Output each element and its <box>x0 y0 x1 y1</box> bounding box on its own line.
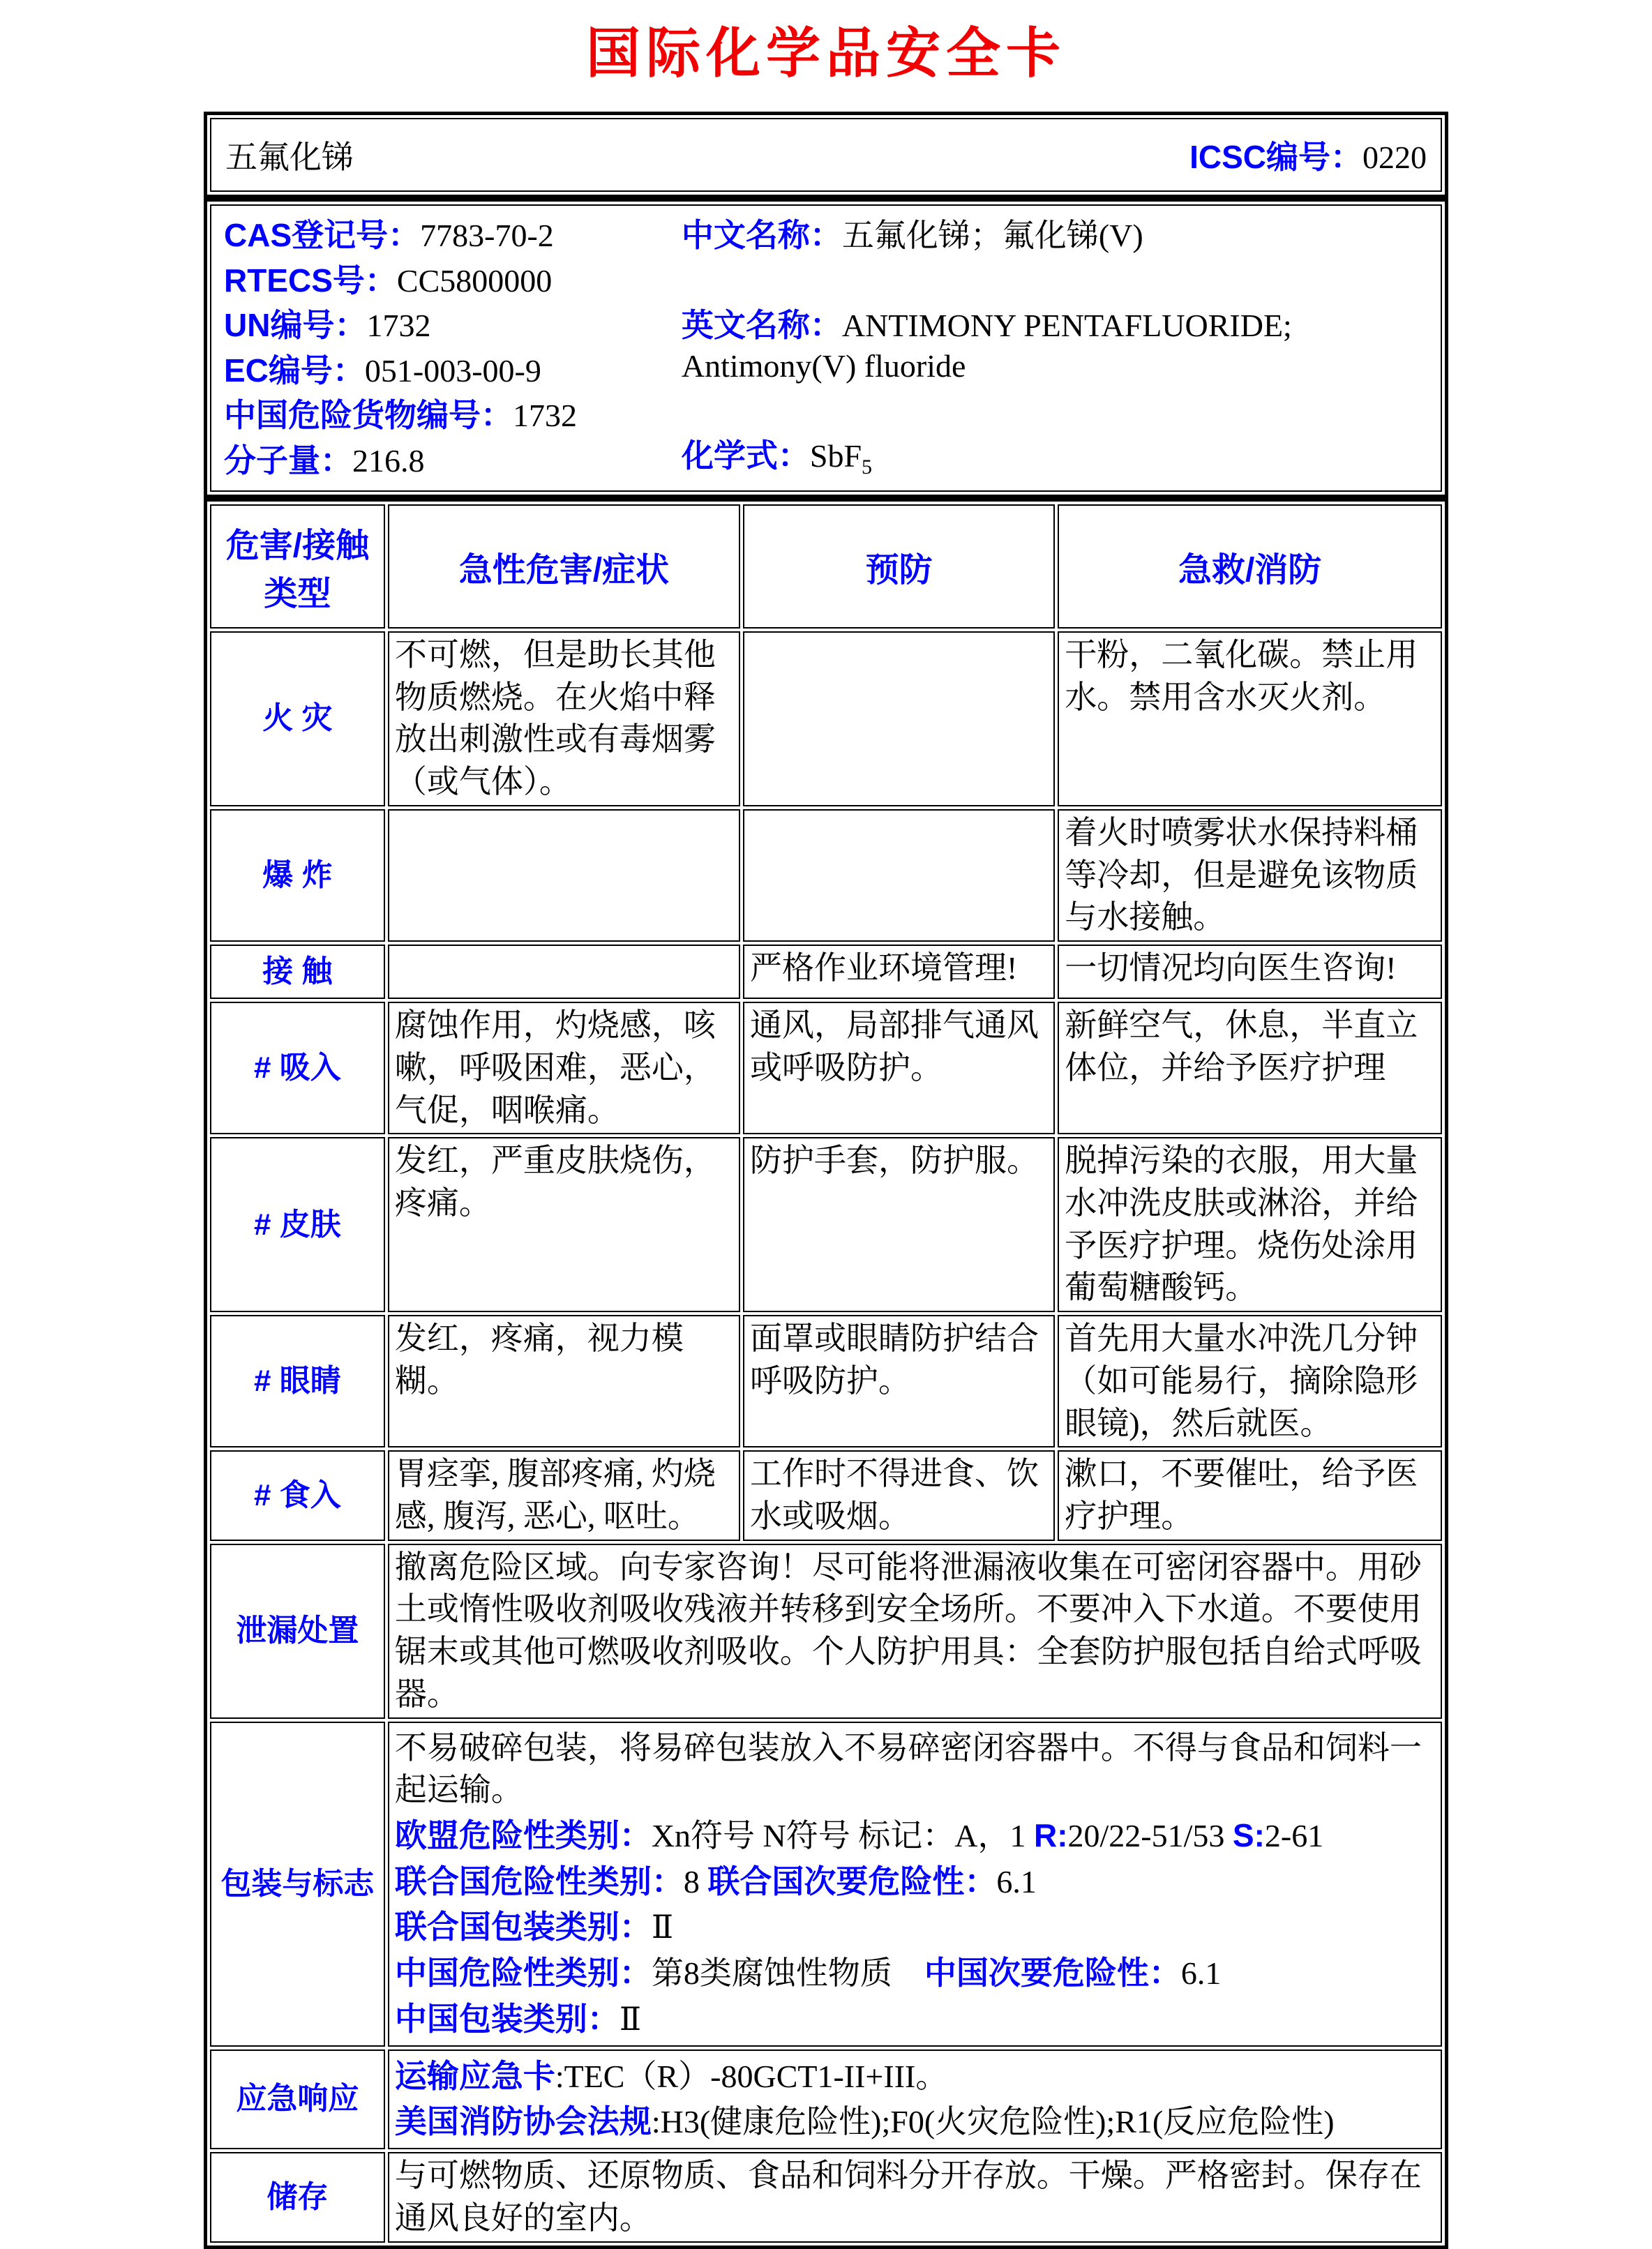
packaging-intro-line <box>395 1727 1435 1812</box>
cn-classification-line <box>395 1952 1435 1995</box>
rtecs-value: CC5800000 <box>396 262 553 299</box>
cn-packing-value: Ⅱ <box>619 2001 642 2037</box>
table-row-exposure <box>210 945 1442 999</box>
chinese-name-label: 中文名称： <box>681 217 842 253</box>
cn-packing-label: 中国包装类别： <box>394 2000 620 2037</box>
header-prevention: 预防 <box>743 504 1055 629</box>
cas-number-line <box>224 216 682 256</box>
english-name-label: 英文名称： <box>681 307 842 344</box>
un-subrisk-label: 联合国次要危险性： <box>707 1863 997 1900</box>
nfpa-label: 美国消防协会法规 <box>394 2103 652 2140</box>
row-label-skin: # 皮肤 <box>210 1137 385 1312</box>
substance-header-table <box>204 112 1448 198</box>
eyes-firstaid: 首先用大量水冲洗几分钟（如可能易行，摘除隐形眼镜)，然后就医。 <box>1058 1315 1442 1447</box>
molecular-weight-label: 分子量： <box>224 442 352 479</box>
eu-class-label: 欧盟危险性类别： <box>394 1817 652 1854</box>
table-row-explosion <box>210 809 1442 942</box>
row-label-emergency: 应急响应 <box>210 2049 385 2149</box>
fire-symptoms: 不可燃，但是助长其他物质燃烧。在火焰中释放出刺激性或有毒烟雾（或气体）。 <box>388 631 740 806</box>
un-packing-group-line <box>395 1906 1435 1949</box>
table-row-storage <box>210 2152 1442 2242</box>
english-name-line <box>682 306 1428 386</box>
table-row <box>210 204 1442 492</box>
china-dg-number-line <box>224 396 682 436</box>
molecular-weight-line <box>224 441 682 481</box>
exposure-firstaid: 一切情况均向医生咨询! <box>1058 945 1442 999</box>
header-acute-symptoms: 急性危害/症状 <box>388 504 740 629</box>
table-row-inhalation <box>210 1002 1442 1134</box>
identifiers-right-column <box>682 216 1428 481</box>
storage-text-cell <box>388 2152 1442 2242</box>
tec-card-label: 运输应急卡 <box>394 2057 555 2094</box>
s-phrase-value: 2-61 <box>1264 1818 1324 1854</box>
row-label-inhalation: # 吸入 <box>210 1002 385 1134</box>
inhalation-firstaid: 新鲜空气，休息，半直立体位，并给予医疗护理 <box>1058 1002 1442 1134</box>
cn-packing-group-line <box>395 1998 1435 2041</box>
exposure-symptoms <box>388 945 740 999</box>
cas-label: CAS登记号： <box>224 217 421 253</box>
chinese-name-value: 五氟化锑；氟化锑(V) <box>841 218 1143 253</box>
icsc-label: ICSC编号： <box>1189 139 1362 175</box>
explosion-prevention <box>743 809 1055 942</box>
packaging-intro: 不易破碎包装，将易碎包装放入不易碎密闭容器中。不得与食品和饲料一起运输。 <box>394 1729 1422 1808</box>
table-row-fire <box>210 631 1442 806</box>
cas-value: 7783-70-2 <box>420 218 554 253</box>
row-label-fire: 火 灾 <box>210 631 385 806</box>
exposure-prevention: 严格作业环境管理! <box>743 945 1055 999</box>
cn-subrisk-value: 6.1 <box>1180 1955 1222 1992</box>
eyes-prevention: 面罩或眼睛防护结合呼吸防护。 <box>743 1315 1055 1447</box>
substance-name: 五氟化锑 <box>225 140 354 175</box>
un-label: UN编号： <box>224 307 367 343</box>
un-class-label: 联合国危险性类别： <box>394 1863 684 1900</box>
row-label-exposure: 接 触 <box>210 945 385 999</box>
fire-prevention <box>743 631 1055 806</box>
inhalation-symptoms: 腐蚀作用，灼烧感，咳嗽，呼吸困难，恶心，气促，咽喉痛。 <box>388 1002 740 1134</box>
ingestion-firstaid: 漱口，不要催吐，给予医疗护理。 <box>1058 1450 1442 1540</box>
table-row-skin <box>210 1137 1442 1312</box>
row-label-ingestion: # 食入 <box>210 1450 385 1540</box>
table-row <box>210 118 1442 192</box>
rtecs-number-line <box>224 261 682 301</box>
skin-firstaid: 脱掉污染的衣服，用大量水冲洗皮肤或淋浴，并给予医疗护理。烧伤处涂用葡萄糖酸钙。 <box>1058 1137 1442 1312</box>
page-title: 国际化学品安全卡 <box>585 23 1066 84</box>
china-dg-label: 中国危险货物编号： <box>224 397 513 433</box>
formula-label: 化学式： <box>681 437 810 474</box>
ec-number-line <box>224 351 682 391</box>
cn-class-value: 第8类腐蚀性物质 <box>651 1955 924 1992</box>
header-hazard-type: 危害/接触类型 <box>210 504 385 629</box>
icsc-number-group <box>1189 132 1427 178</box>
formula-value <box>809 438 873 479</box>
table-row-ingestion <box>210 1450 1442 1540</box>
spill-text: 撤离危险区域。向专家咨询！尽可能将泄漏液收集在可密闭容器中。用砂土或惰性吸收剂吸收残液并转移到安全场所。不要冲入下水道。不要使用锯末或其他可燃吸收剂吸收。个人防护用具：全套防护服包括自给式呼吸器。 <box>394 1549 1422 1712</box>
eyes-symptoms: 发红，疼痛，视力模糊。 <box>388 1315 740 1447</box>
identifiers-cell <box>210 204 1442 492</box>
tec-card-line <box>395 2055 1435 2098</box>
tec-card-value: :TEC（R）-80GCT1-II+III。 <box>555 2058 948 2094</box>
formula-base: SbF <box>809 438 862 474</box>
formula-line <box>682 436 1428 481</box>
spill-text-cell <box>388 1544 1442 1719</box>
row-label-eyes: # 眼睛 <box>210 1315 385 1447</box>
s-phrase-label: S: <box>1232 1817 1265 1854</box>
emergency-text-cell <box>388 2049 1442 2149</box>
fire-firstaid: 干粉，二氧化碳。禁止用水。禁用含水灭火剂。 <box>1058 631 1442 806</box>
un-value: 1732 <box>366 308 431 343</box>
r-phrase-label: R: <box>1033 1817 1068 1854</box>
ingestion-symptoms: 胃痉挛, 腹部疼痛, 灼烧感, 腹泻, 恶心, 呕吐。 <box>388 1450 740 1540</box>
skin-prevention: 防护手套，防护服。 <box>743 1137 1055 1312</box>
identifiers-table <box>204 198 1448 498</box>
explosion-firstaid: 着火时喷雾状水保持料桶等冷却，但是避免该物质与水接触。 <box>1058 809 1442 942</box>
nfpa-value: :H3(健康危险性);F0(火灾危险性);R1(反应危险性) <box>651 2104 1335 2140</box>
un-packing-value: Ⅱ <box>651 1909 674 1946</box>
explosion-symptoms <box>388 809 740 942</box>
r-phrase-value: 20/22-51/53 <box>1067 1818 1233 1854</box>
un-packing-label: 联合国包装类别： <box>394 1909 652 1946</box>
table-row-emergency <box>210 2049 1442 2149</box>
china-dg-value: 1732 <box>513 398 577 433</box>
hazard-header-row <box>210 504 1442 629</box>
un-class-value: 8 <box>683 1863 708 1900</box>
table-row-eyes <box>210 1315 1442 1447</box>
ec-value: 051-003-00-9 <box>364 352 541 389</box>
icsc-card <box>204 112 1448 2249</box>
formula-subscript: 5 <box>862 456 873 479</box>
storage-text: 与可燃物质、还原物质、食品和饲料分开存放。干燥。严格密封。保存在通风良好的室内。 <box>394 2158 1422 2236</box>
substance-header-cell <box>210 118 1442 192</box>
nfpa-line <box>395 2100 1435 2144</box>
ec-label: EC编号： <box>224 352 365 389</box>
molecular-weight-value: 216.8 <box>352 442 425 479</box>
row-label-spill: 泄漏处置 <box>210 1544 385 1719</box>
table-row-packaging <box>210 1722 1442 2047</box>
table-row-spill <box>210 1544 1442 1719</box>
eu-classification-line <box>395 1814 1435 1858</box>
cn-class-label: 中国危险性类别： <box>394 1955 652 1992</box>
row-label-packaging: 包装与标志 <box>210 1722 385 2047</box>
hazard-table <box>204 498 1448 2249</box>
un-subrisk-value: 6.1 <box>996 1863 1037 1900</box>
un-classification-line <box>395 1860 1435 1904</box>
english-name-value: ANTIMONY PENTAFLUORIDE; Antimony(V) fluoride <box>681 308 1292 384</box>
un-number-line <box>224 306 682 346</box>
inhalation-prevention: 通风，局部排气通风或呼吸防护。 <box>743 1002 1055 1134</box>
cn-subrisk-label: 中国次要危险性： <box>924 1955 1181 1992</box>
chinese-name-line <box>682 216 1428 256</box>
identifiers-left-column <box>224 216 682 481</box>
ingestion-prevention: 工作时不得进食、饮水或吸烟。 <box>743 1450 1055 1540</box>
row-label-explosion: 爆 炸 <box>210 809 385 942</box>
header-firstaid-firefighting: 急救/消防 <box>1058 504 1442 629</box>
icsc-number: 0220 <box>1362 140 1427 175</box>
eu-class-value: Xn符号 N符号 标记：A，1 <box>651 1818 1034 1854</box>
rtecs-label: RTECS号： <box>224 262 397 299</box>
packaging-text-cell <box>388 1722 1442 2047</box>
skin-symptoms: 发红，严重皮肤烧伤，疼痛。 <box>388 1137 740 1312</box>
row-label-storage: 储存 <box>210 2152 385 2242</box>
